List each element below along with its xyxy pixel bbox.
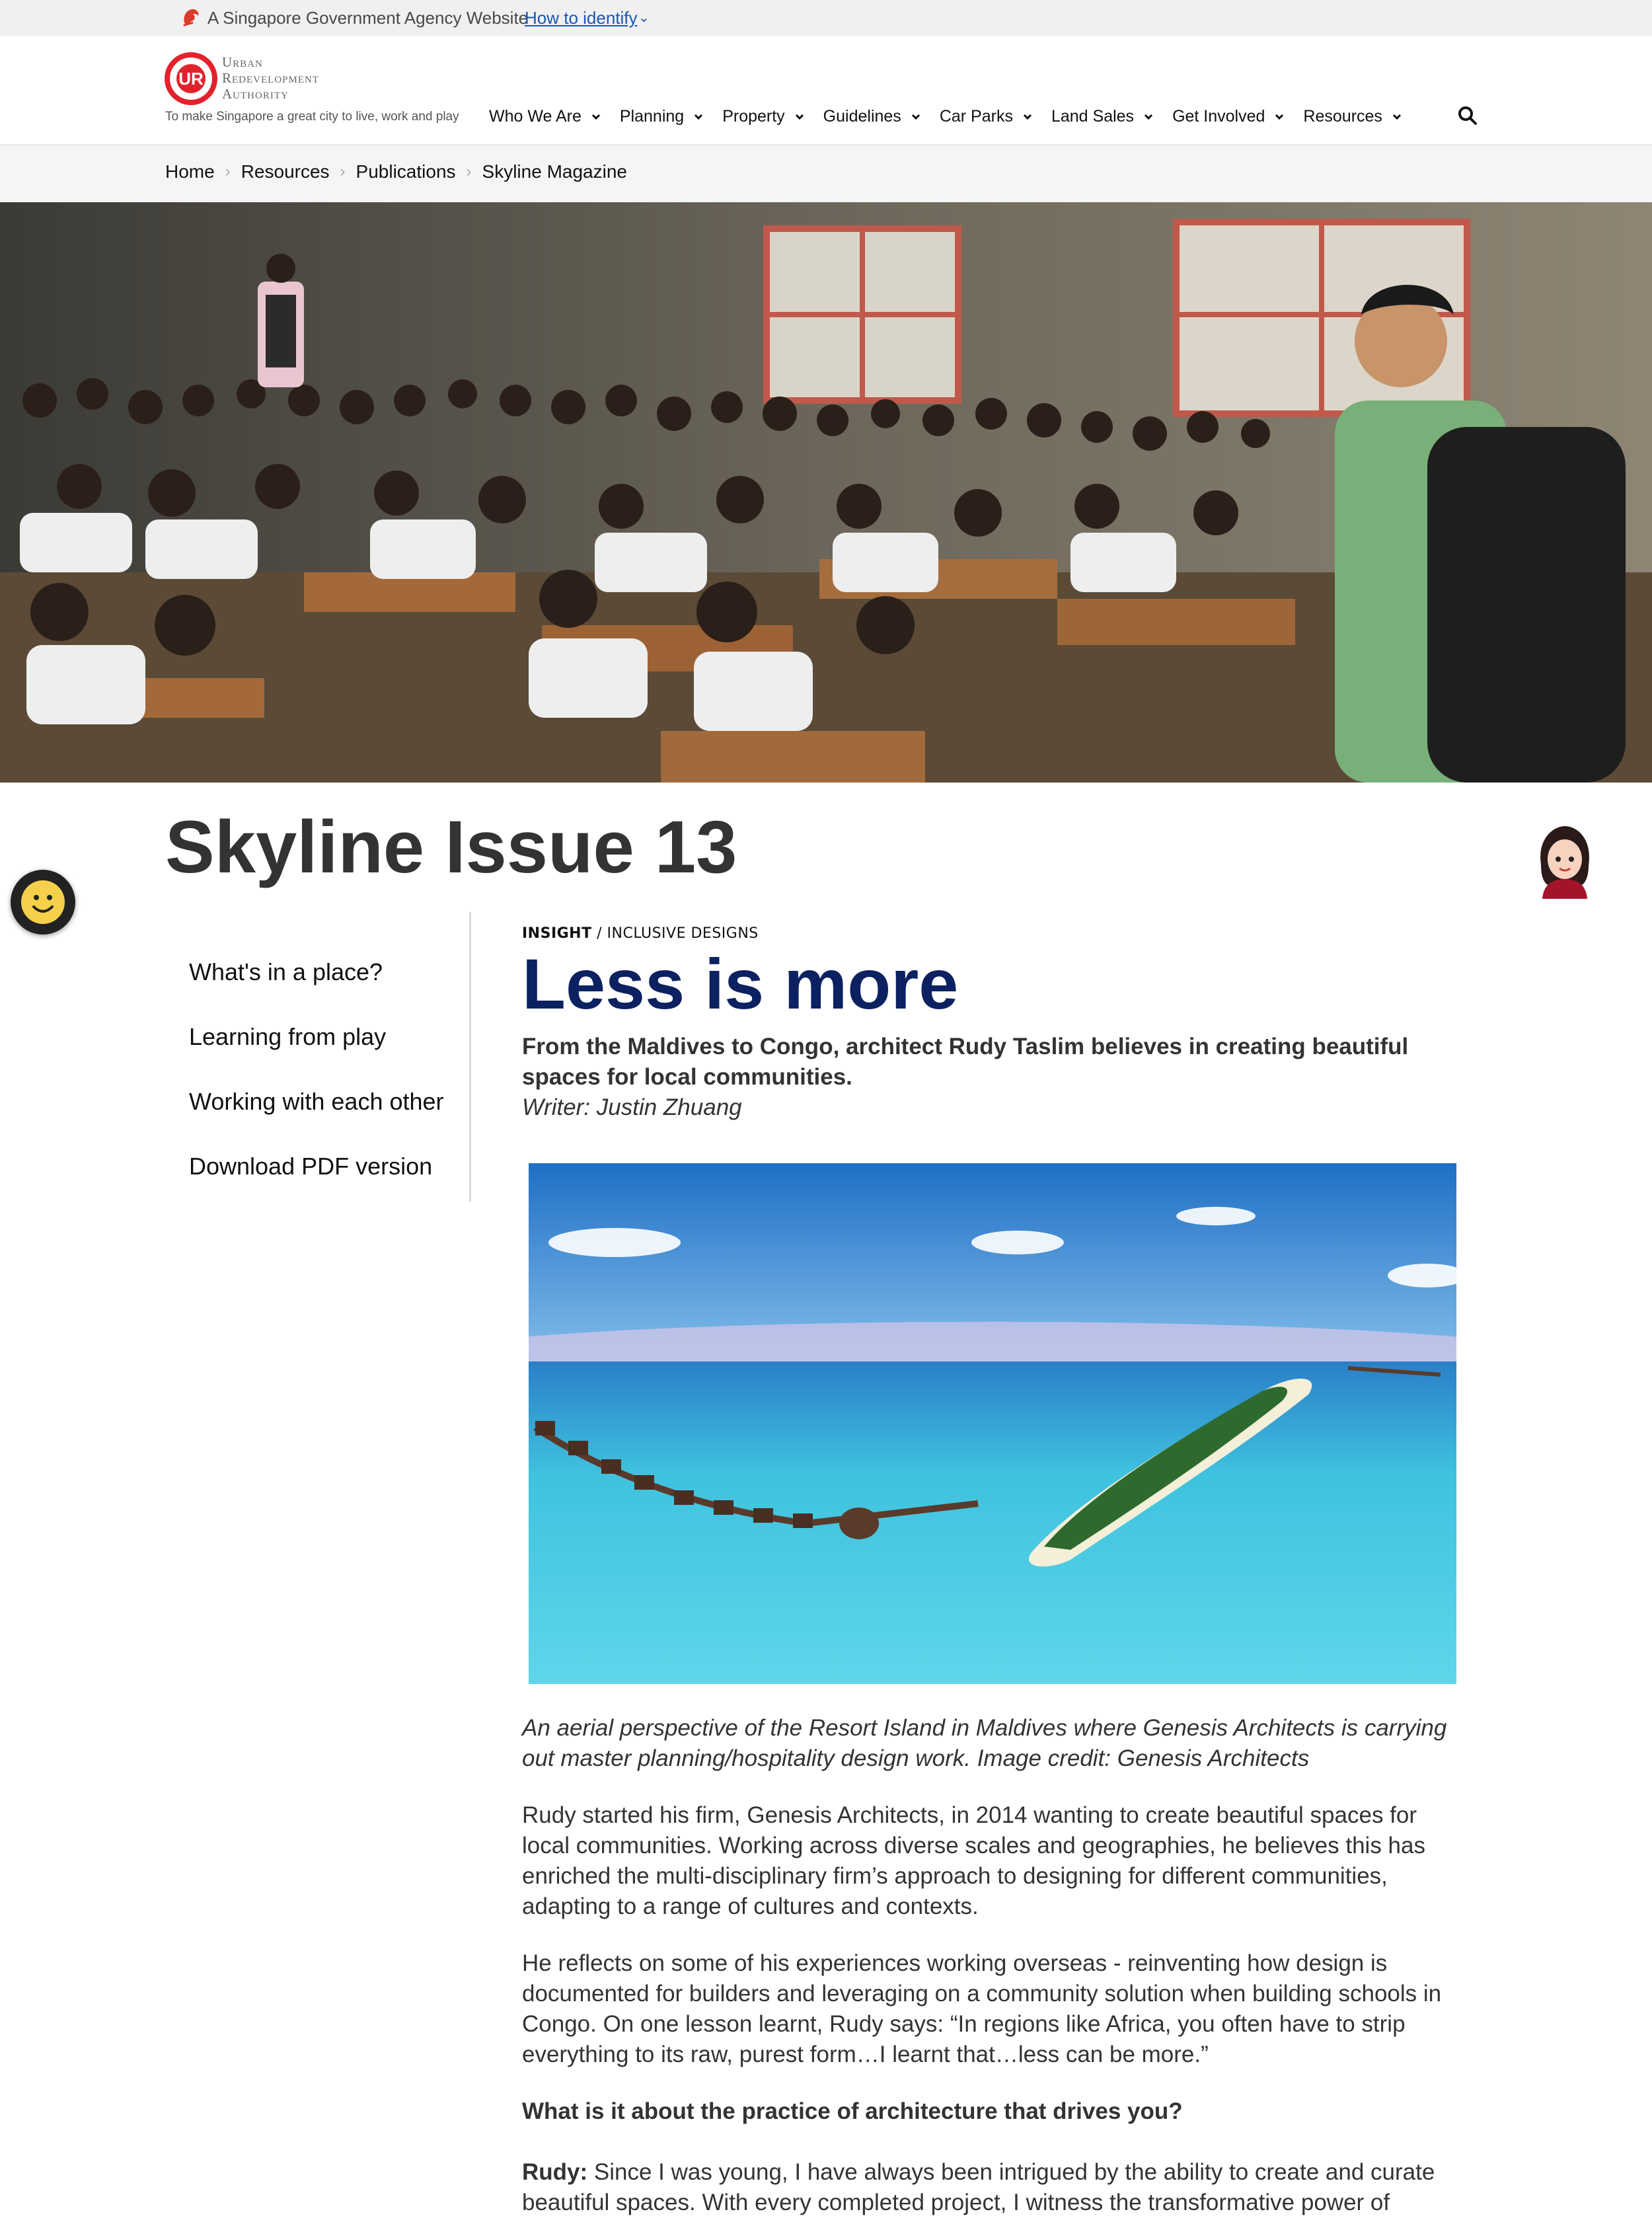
article-image-maldives (529, 1163, 1456, 1684)
gov-masthead (0, 0, 1652, 36)
kicker-section[interactable]: INSIGHT (522, 925, 592, 942)
logo-line-urban: Urban (222, 54, 263, 70)
nav-label: Car Parks (939, 107, 1013, 126)
answer-speaker: Rudy: (522, 2159, 588, 2185)
article-paragraph: Rudy started his firm, Genesis Architects, in 2014 wanting to create beautiful spaces for local communities. Working across diverse scales and geographies, he believes this has enriched the multi-disciplinary firm’s approach to designing for different communities, adapting to a range of cultures and contexts. (522, 1802, 1425, 1919)
feedback-smiley-button[interactable] (11, 870, 75, 935)
interview-answer (522, 2157, 1460, 2218)
hero-classroom-illustration (0, 202, 1652, 783)
article-headline: Less is more (522, 944, 959, 1024)
breadcrumb (165, 161, 627, 182)
image-caption: An aerial perspective of the Resort Island in Maldives where Genesis Architects is carrying out master planning/hospitality design work. Image credit: Genesis Architects (522, 1715, 1447, 1771)
ura-logo-text[interactable] (222, 54, 319, 102)
nav-label: Guidelines (823, 107, 901, 126)
breadcrumb-publications[interactable]: Publications (356, 161, 456, 182)
maldives-aerial-illustration (529, 1163, 1456, 1684)
nav-planning[interactable] (620, 107, 704, 126)
nav-label: Resources (1303, 107, 1382, 126)
sidenav-whats-in-a-place[interactable]: What's in a place? (189, 958, 383, 985)
chevron-down-icon (1022, 112, 1033, 122)
nav-property[interactable] (722, 107, 804, 126)
nav-get-involved[interactable] (1172, 107, 1285, 126)
nav-label: Get Involved (1172, 107, 1265, 126)
logo-line-authority: Authority (222, 86, 289, 102)
nav-resources[interactable] (1303, 107, 1402, 126)
sidenav-learning-from-play[interactable]: Learning from play (189, 1023, 387, 1050)
answer-text: Since I was young, I have always been intrigued by the ability to create and curate beautiful spaces. With every completed project, I witness the transformative power of (522, 2159, 1435, 2215)
sidenav-working-with-each-other[interactable]: Working with each other (189, 1088, 444, 1115)
gov-agency-text: A Singapore Government Agency Website (207, 8, 529, 28)
search-icon[interactable] (1458, 106, 1478, 126)
chevron-right-icon: › (466, 163, 472, 180)
chevron-down-icon (794, 112, 805, 122)
chevron-down-icon (911, 112, 921, 122)
issue-side-nav (165, 912, 471, 1202)
nav-label: Planning (619, 107, 685, 126)
chevron-down-icon (1392, 112, 1402, 122)
chevron-down-icon (1143, 112, 1154, 122)
breadcrumb-bar (0, 145, 1652, 202)
article-standfirst: From the Maldives to Congo, architect Rudy Taslim believes in creating beautiful spaces for local communities. (522, 1034, 1409, 1090)
interview-question: What is it about the practice of architecture that drives you? (522, 2098, 1183, 2124)
main-nav (489, 107, 1421, 126)
chevron-down-icon (591, 112, 601, 122)
site-header (0, 36, 1652, 145)
chatbot-avatar-icon[interactable] (1534, 825, 1595, 899)
logo-line-redevelopment: Redevelopment (222, 70, 319, 86)
breadcrumb-current: Skyline Magazine (482, 161, 627, 182)
lion-head-icon (181, 7, 201, 28)
page-title: Skyline Issue 13 (165, 806, 737, 888)
chevron-down-icon (693, 112, 704, 122)
how-to-identify-link[interactable]: How to identify (525, 8, 638, 28)
ura-logo-icon[interactable] (164, 52, 218, 106)
chevron-right-icon: › (225, 163, 231, 180)
breadcrumb-resources[interactable]: Resources (241, 161, 330, 182)
nav-car-parks[interactable] (940, 107, 1033, 126)
hero-image (0, 202, 1652, 783)
article-paragraph: He reflects on some of his experiences working overseas - reinventing how design is documented for builders and leveraging on a community solution when building schools in Congo. On one lesson learnt, Rudy says: “In regions like Africa, you often have to strip everything to its raw, purest form…I learnt that…less can be more.” (522, 1950, 1442, 2067)
nav-label: Property (722, 107, 785, 126)
breadcrumb-home[interactable]: Home (165, 161, 215, 182)
article-kicker (522, 925, 1460, 942)
svg-text:UR: UR (178, 69, 204, 89)
chevron-right-icon: › (340, 163, 346, 180)
nav-label: Who We Are (489, 107, 582, 126)
chevron-down-icon (1274, 112, 1285, 122)
kicker-category[interactable]: INCLUSIVE DESIGNS (607, 925, 759, 942)
site-tagline: To make Singapore a great city to live, work and play (165, 110, 459, 124)
kicker-separator: / (591, 925, 607, 942)
article-writer: Writer: Justin Zhuang (522, 1094, 742, 1120)
sidenav-download-pdf[interactable]: Download PDF version (189, 1153, 433, 1180)
article-header (522, 925, 1460, 1123)
nav-label: Land Sales (1051, 107, 1135, 126)
nav-guidelines[interactable] (823, 107, 921, 126)
smiley-face-icon (11, 870, 75, 935)
nav-land-sales[interactable] (1051, 107, 1154, 126)
chevron-down-icon[interactable]: ⌄ (638, 11, 650, 25)
nav-who-we-are[interactable] (489, 107, 601, 126)
